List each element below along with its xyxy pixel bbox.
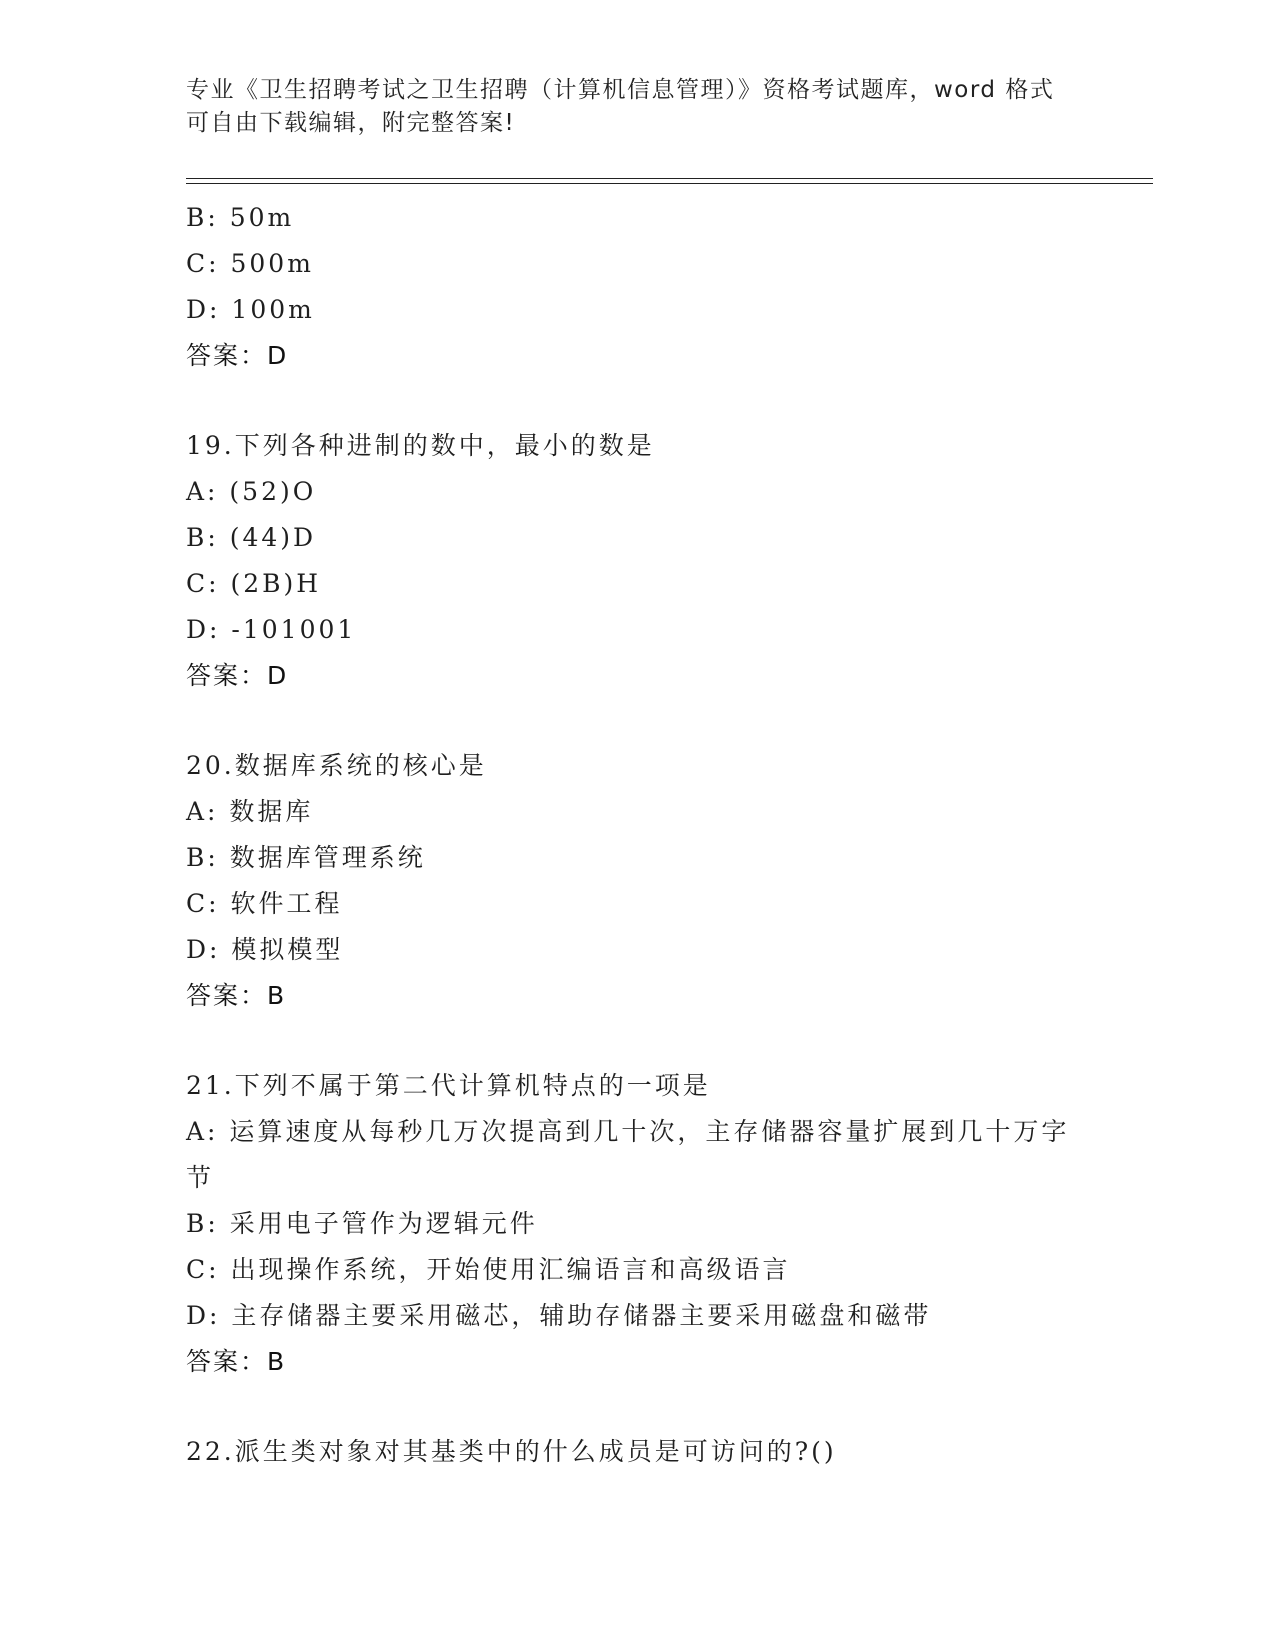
spacer bbox=[186, 379, 1086, 423]
question-text: 19.下列各种进制的数中，最小的数是 bbox=[186, 431, 655, 460]
question-22 bbox=[186, 1429, 1086, 1475]
header-divider-bottom bbox=[186, 183, 1153, 184]
spacer bbox=[186, 699, 1086, 743]
option-d: D: 模拟模型 bbox=[186, 935, 344, 964]
question-text: 22.派生类对象对其基类中的什么成员是可访问的?() bbox=[186, 1437, 837, 1466]
option-b: B: (44)D bbox=[186, 523, 317, 552]
question-19 bbox=[186, 423, 1086, 699]
option-b: B: 50m bbox=[186, 203, 295, 232]
question-text: 21.下列不属于第二代计算机特点的一项是 bbox=[186, 1071, 711, 1100]
option-d: D: -101001 bbox=[186, 615, 357, 644]
question-18-tail bbox=[186, 195, 1086, 379]
header-title-line-1: 专业《卫生招聘考试之卫生招聘（计算机信息管理）》资格考试题库，word 格式 bbox=[186, 77, 1055, 103]
option-a: A: 运算速度从每秒几万次提高到几十次，主存储器容量扩展到几十万字节 bbox=[186, 1117, 1070, 1192]
answer-line: 答案：B bbox=[186, 981, 287, 1010]
answer-line: 答案：D bbox=[186, 661, 289, 690]
question-text: 20.数据库系统的核心是 bbox=[186, 751, 487, 780]
option-c: C: 500m bbox=[186, 249, 314, 278]
answer-line: 答案：D bbox=[186, 341, 289, 370]
question-20 bbox=[186, 743, 1086, 1019]
option-a: A: (52)O bbox=[186, 477, 317, 506]
option-b: B: 采用电子管作为逻辑元件 bbox=[186, 1209, 538, 1238]
spacer bbox=[186, 1019, 1086, 1063]
option-c: C: 软件工程 bbox=[186, 889, 343, 918]
option-a: A: 数据库 bbox=[186, 797, 314, 826]
option-d: D: 100m bbox=[186, 295, 315, 324]
header-divider-top bbox=[186, 178, 1153, 179]
option-b: B: 数据库管理系统 bbox=[186, 843, 426, 872]
option-c: C: 出现操作系统，开始使用汇编语言和高级语言 bbox=[186, 1255, 791, 1284]
option-d: D: 主存储器主要采用磁芯，辅助存储器主要采用磁盘和磁带 bbox=[186, 1301, 932, 1330]
option-c: C: (2B)H bbox=[186, 569, 322, 598]
document-header bbox=[186, 74, 1066, 140]
question-list bbox=[186, 195, 1086, 1475]
question-21 bbox=[186, 1063, 1086, 1385]
spacer bbox=[186, 1385, 1086, 1429]
answer-line: 答案：B bbox=[186, 1347, 287, 1376]
header-title-line-2: 可自由下载编辑，附完整答案! bbox=[186, 110, 516, 136]
